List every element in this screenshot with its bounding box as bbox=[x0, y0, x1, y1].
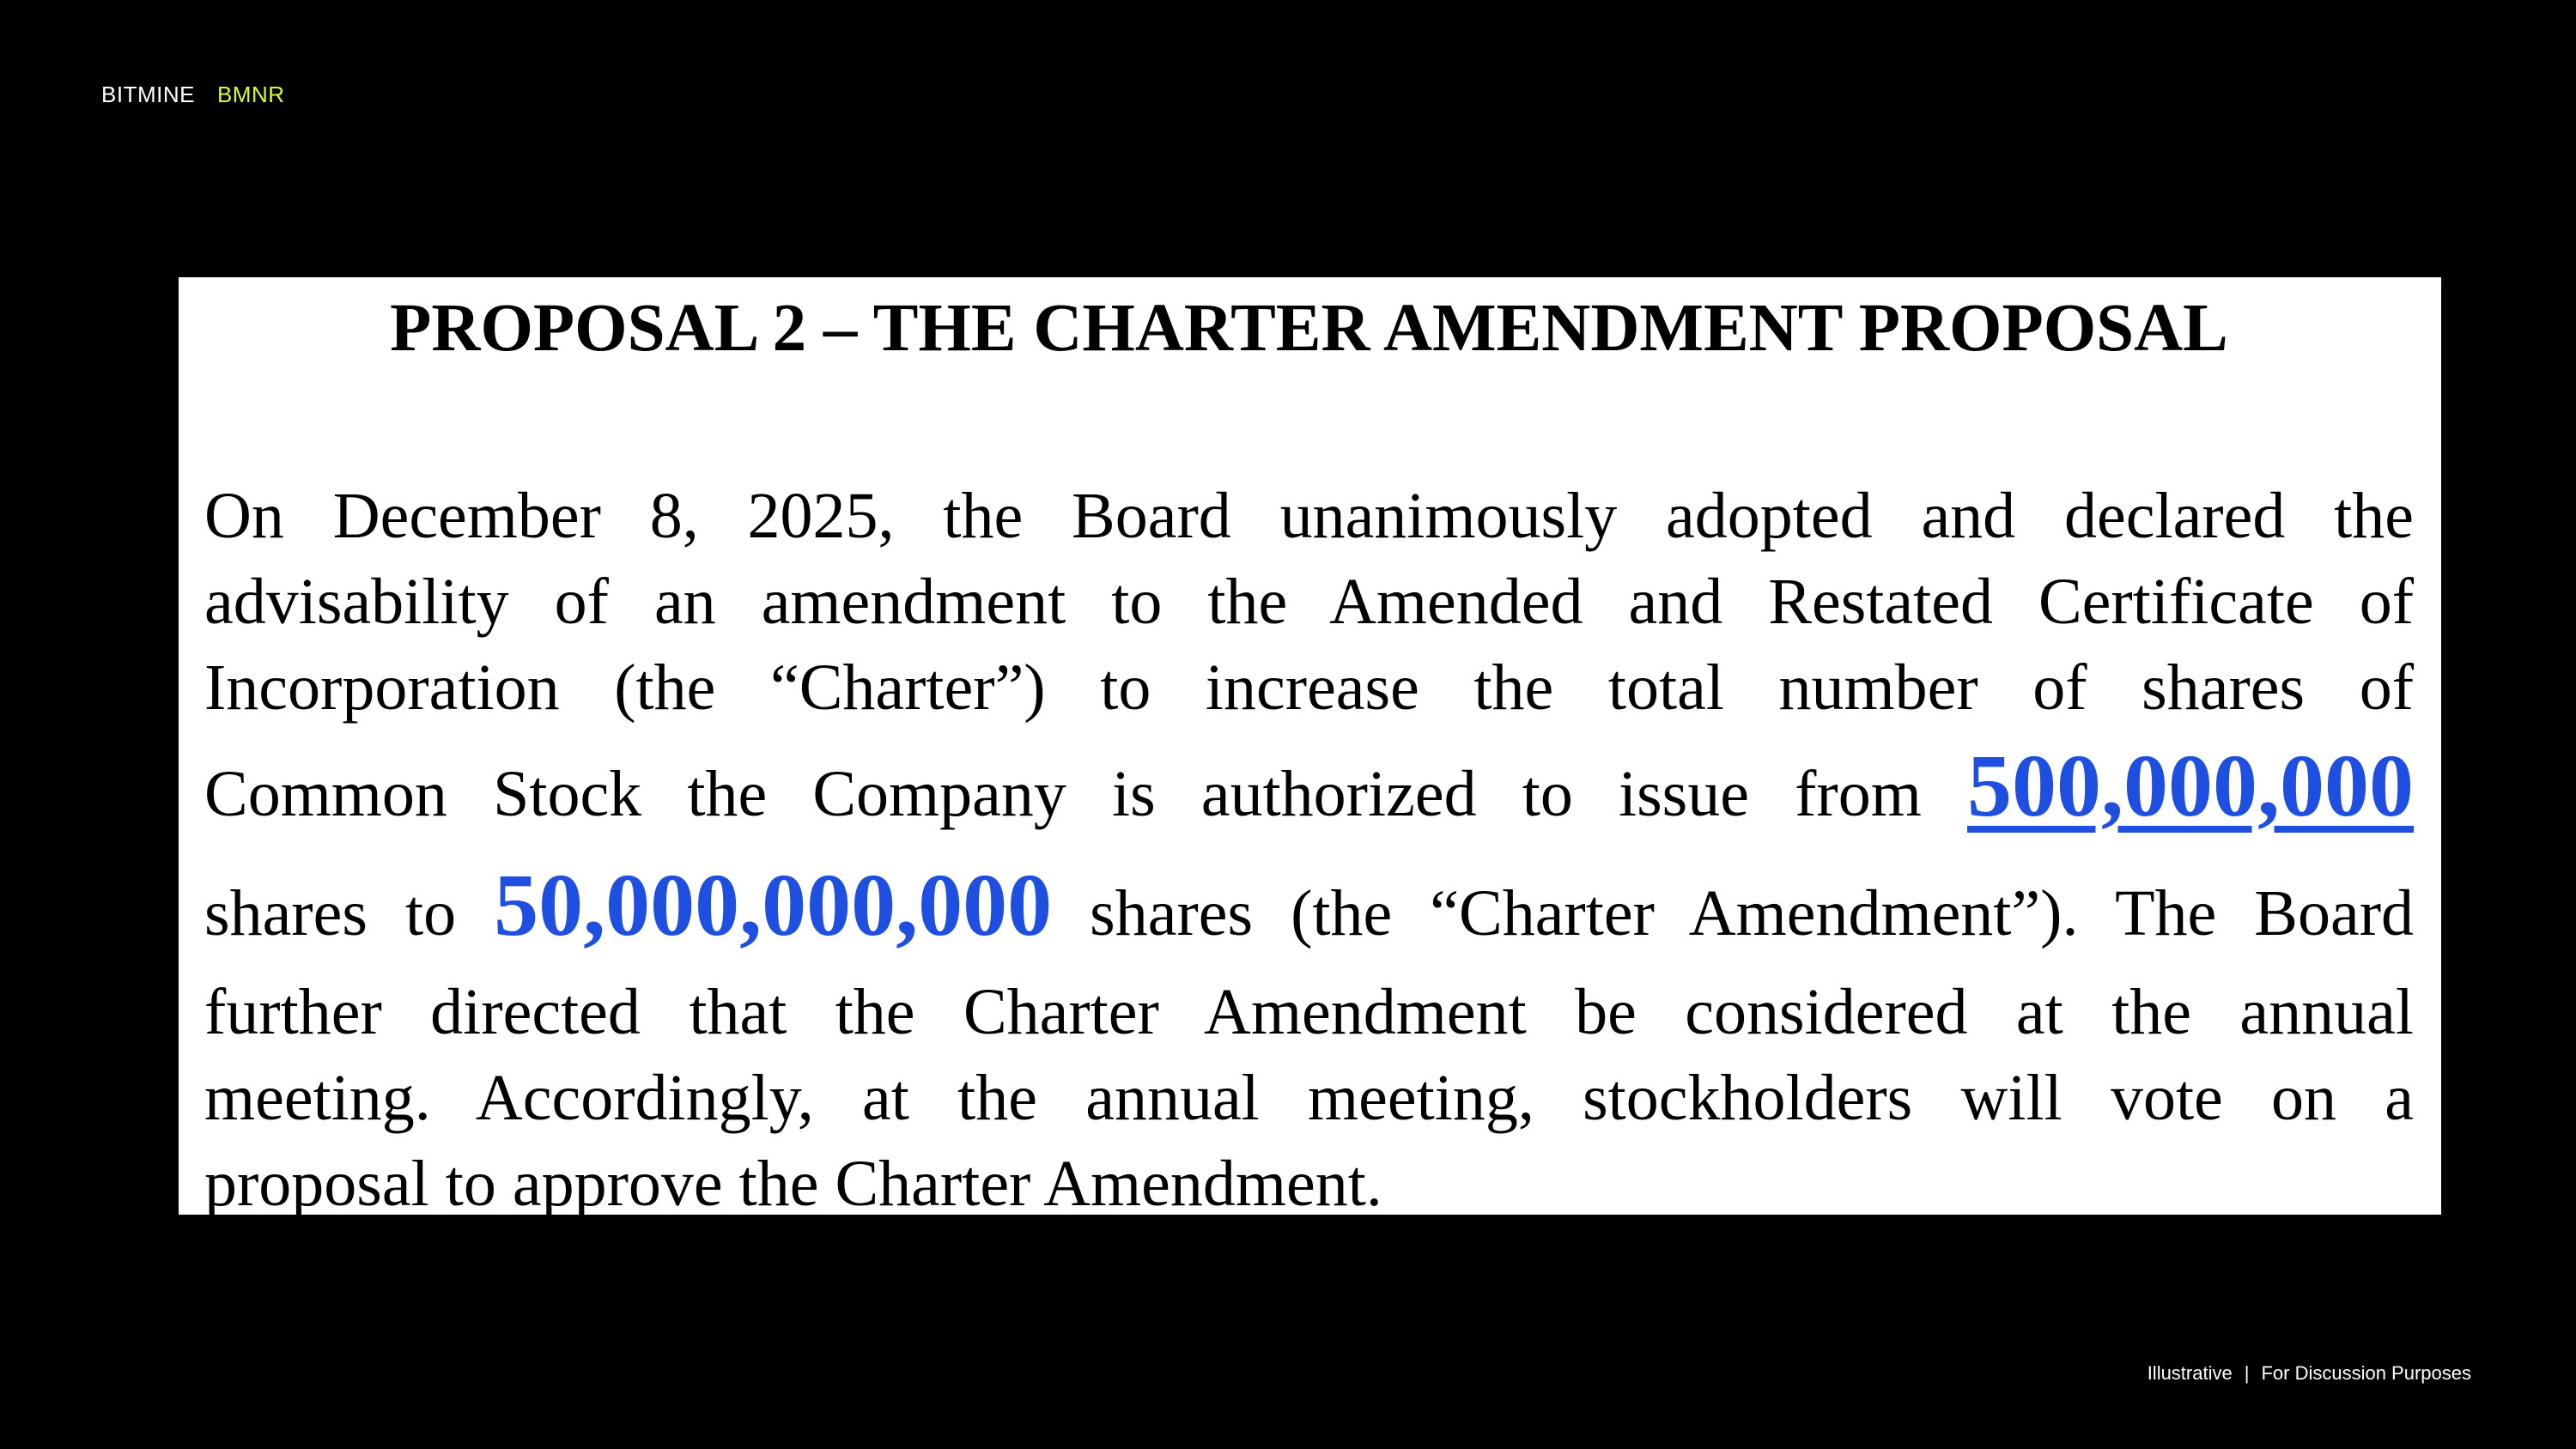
document-excerpt bbox=[179, 277, 2441, 1220]
body-line: On December 8, 2025, the Board unanimously adopted and declared the bbox=[204, 480, 2414, 552]
body-line: Incorporation (the “Charter”) to increase the total number of shares of bbox=[204, 652, 2414, 724]
footer-separator: | bbox=[2244, 1362, 2250, 1384]
body-line: meeting. Accordingly, at the annual meeting, stockholders will vote on a bbox=[204, 1062, 2414, 1134]
to-shares-value: 50,000,000,000 bbox=[494, 856, 1053, 955]
proposal-title: PROPOSAL 2 – THE CHARTER AMENDMENT PROPOSAL bbox=[390, 291, 2228, 366]
body-line: advisability of an amendment to the Amended and Restated Certificate of bbox=[204, 566, 2414, 638]
body-line: further directed that the Charter Amendment be considered at the annual bbox=[204, 976, 2414, 1048]
body-line-text: shares to bbox=[204, 877, 457, 949]
footer-label: Illustrative bbox=[2147, 1362, 2233, 1384]
body-line: proposal to approve the Charter Amendment. bbox=[204, 1148, 1382, 1220]
brand-name: BITMINE bbox=[101, 82, 195, 107]
body-line-to-shares bbox=[204, 850, 2414, 969]
body-line-from-shares bbox=[204, 731, 2414, 850]
proposal-body bbox=[204, 473, 2414, 1227]
body-line-text: Common Stock the Company is authorized to issue from bbox=[204, 758, 1922, 830]
footer-note: For Discussion Purposes bbox=[2261, 1362, 2471, 1384]
brand-header bbox=[101, 81, 285, 108]
ticker-symbol: BMNR bbox=[216, 82, 285, 107]
from-shares-value: 500,000,000 bbox=[1967, 737, 2415, 835]
body-line-text: shares (the “Charter Amendment”). The Board bbox=[1090, 877, 2415, 949]
footer-disclaimer bbox=[2148, 1361, 2471, 1385]
